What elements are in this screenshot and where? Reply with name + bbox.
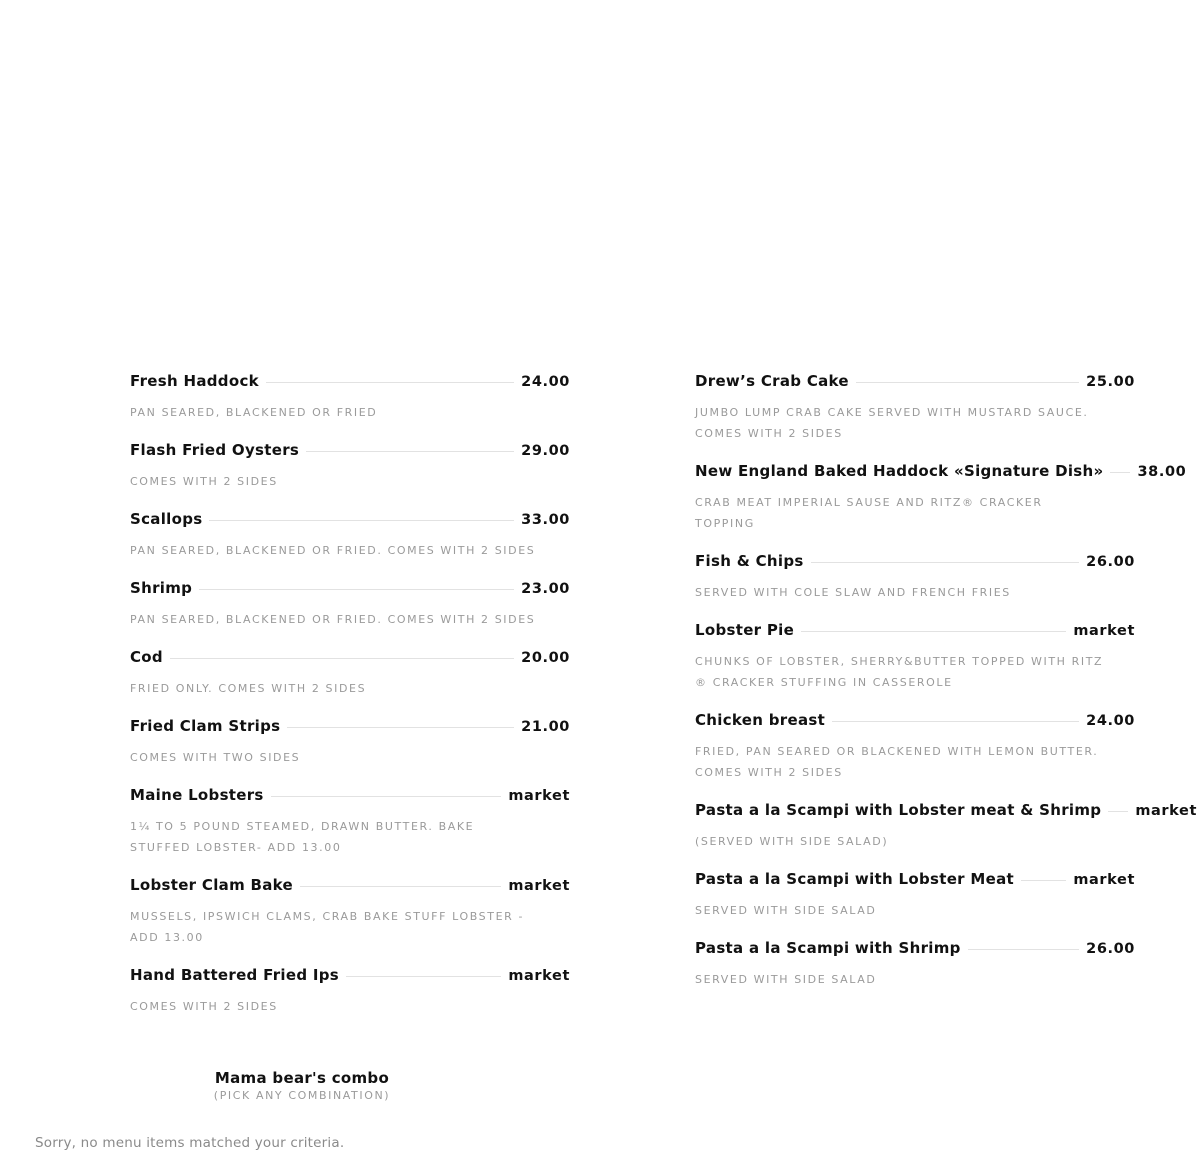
dotted-leader xyxy=(306,451,514,452)
menu-item-name: Pasta a la Scampi with Lobster Meat xyxy=(695,870,1014,888)
menu-item-description: CRAB MEAT IMPERIAL SAUSE AND RITZ® CRACKER TOPPING xyxy=(695,496,1043,530)
menu-item xyxy=(130,786,570,858)
menu-item-price: market xyxy=(1135,803,1197,819)
menu-item-name: Maine Lobsters xyxy=(130,786,264,804)
menu-item-description: COMES WITH 2 SIDES xyxy=(130,1000,278,1013)
menu-item xyxy=(695,801,1197,852)
menu-item-description: COMES WITH TWO SIDES xyxy=(130,751,301,764)
menu-item xyxy=(130,966,570,1017)
combo-subtitle: (PICK ANY COMBINATION) xyxy=(213,1089,391,1102)
menu-item-price: 21.00 xyxy=(521,719,570,735)
menu-item xyxy=(130,441,570,492)
menu-item-header xyxy=(130,717,570,739)
menu-item-header xyxy=(695,801,1197,823)
menu-item-name: Fish & Chips xyxy=(695,552,804,570)
menu-item xyxy=(130,717,570,768)
menu-item-header xyxy=(130,648,570,670)
menu-item-description: SERVED WITH COLE SLAW AND FRENCH FRIES xyxy=(695,586,1011,599)
menu-item-name: Fresh Haddock xyxy=(130,372,259,390)
menu-item-description: FRIED ONLY. COMES WITH 2 SIDES xyxy=(130,682,367,695)
dotted-leader xyxy=(1110,472,1130,473)
menu-column-left xyxy=(130,372,570,1035)
dotted-leader xyxy=(199,589,514,590)
menu-item-description: COMES WITH 2 SIDES xyxy=(130,475,278,488)
menu-item xyxy=(130,372,570,423)
menu-item-description: PAN SEARED, BLACKENED OR FRIED. COMES WITH 2 SIDES xyxy=(130,613,536,626)
menu-item-header xyxy=(130,372,570,394)
menu-item-name: Drew’s Crab Cake xyxy=(695,372,849,390)
menu-item-header xyxy=(695,621,1135,643)
menu-item-name: Lobster Pie xyxy=(695,621,795,639)
menu-item-price: 24.00 xyxy=(1086,713,1135,729)
menu-item xyxy=(130,510,570,561)
menu-item-price: 23.00 xyxy=(521,581,570,597)
dotted-leader xyxy=(801,631,1066,632)
menu-item xyxy=(130,648,570,699)
dotted-leader xyxy=(209,520,514,521)
dotted-leader xyxy=(170,658,514,659)
menu-item-header xyxy=(130,966,570,988)
dotted-leader xyxy=(856,382,1079,383)
menu-item-name: Lobster Clam Bake xyxy=(130,876,294,894)
menu-item-price: 20.00 xyxy=(521,650,570,666)
menu-item-header xyxy=(695,552,1135,574)
menu-item-header xyxy=(130,876,570,898)
menu-item-price: market xyxy=(1073,872,1135,888)
menu-item-price: market xyxy=(508,788,570,804)
menu-item-header xyxy=(130,510,570,532)
menu-item-header xyxy=(130,786,570,808)
menu-item-description: SERVED WITH SIDE SALAD xyxy=(695,904,877,917)
menu-item-price: 26.00 xyxy=(1086,554,1135,570)
menu-item-description: CHUNKS OF LOBSTER, SHERRY&BUTTER TOPPED WITH RITZ ® CRACKER STUFFING IN CASSEROLE xyxy=(695,655,1104,689)
menu-item-header xyxy=(695,711,1135,733)
menu-item-description: JUMBO LUMP CRAB CAKE SERVED WITH MUSTARD SAUCE. COMES WITH 2 SIDES xyxy=(695,406,1089,440)
menu-item-price: 33.00 xyxy=(521,512,570,528)
menu-item xyxy=(695,870,1135,921)
dotted-leader xyxy=(811,562,1080,563)
menu-item-description: PAN SEARED, BLACKENED OR FRIED xyxy=(130,406,378,419)
menu-item xyxy=(695,372,1135,444)
menu-item-price: market xyxy=(508,968,570,984)
menu-item-name: Cod xyxy=(130,648,163,666)
menu-item-price: market xyxy=(508,878,570,894)
menu-item-name: New England Baked Haddock «Signature Dish» xyxy=(695,462,1104,480)
menu-item-description: FRIED, PAN SEARED OR BLACKENED WITH LEMON BUTTER. COMES WITH 2 SIDES xyxy=(695,745,1099,779)
dotted-leader xyxy=(1021,880,1066,881)
dotted-leader xyxy=(968,949,1079,950)
menu-item xyxy=(695,939,1135,990)
menu-item-price: 24.00 xyxy=(521,374,570,390)
menu-item-header xyxy=(695,462,1187,484)
menu-item xyxy=(130,876,570,948)
dotted-leader xyxy=(1108,811,1128,812)
menu-item-header xyxy=(695,372,1135,394)
menu-column-right xyxy=(695,372,1197,1008)
menu-item-description: PAN SEARED, BLACKENED OR FRIED. COMES WITH 2 SIDES xyxy=(130,544,536,557)
dotted-leader xyxy=(287,727,514,728)
menu-item-price: 29.00 xyxy=(521,443,570,459)
menu-item xyxy=(695,552,1135,603)
menu-item-header xyxy=(130,441,570,463)
menu-item-price: market xyxy=(1073,623,1135,639)
menu-item-description: (SERVED WITH SIDE SALAD) xyxy=(695,835,889,848)
no-results-message: Sorry, no menu items matched your criteria. xyxy=(35,1135,345,1151)
menu-item-name: Pasta a la Scampi with Shrimp xyxy=(695,939,961,957)
menu-item-price: 26.00 xyxy=(1086,941,1135,957)
menu-item-name: Fried Clam Strips xyxy=(130,717,281,735)
dotted-leader xyxy=(300,886,501,887)
menu-item-description: SERVED WITH SIDE SALAD xyxy=(695,973,877,986)
dotted-leader xyxy=(346,976,501,977)
menu-item-name: Flash Fried Oysters xyxy=(130,441,300,459)
menu-item-price: 38.00 xyxy=(1137,464,1187,480)
dotted-leader xyxy=(266,382,514,383)
menu-item-header xyxy=(695,870,1135,892)
menu-item-description: MUSSELS, IPSWICH CLAMS, CRAB BAKE STUFF LOBSTER - ADD 13.00 xyxy=(130,910,525,944)
menu-item xyxy=(130,579,570,630)
menu-item-name: Pasta a la Scampi with Lobster meat & Shrimp xyxy=(695,801,1102,819)
menu-item xyxy=(695,462,1187,534)
menu-item-header xyxy=(695,939,1135,961)
combo-title: Mama bear's combo xyxy=(214,1069,390,1087)
menu-item-header xyxy=(130,579,570,601)
menu-item-name: Scallops xyxy=(130,510,203,528)
menu-item-name: Chicken breast xyxy=(695,711,826,729)
menu-item-description: 1¼ TO 5 POUND STEAMED, DRAWN BUTTER. BAKE STUFFED LOBSTER- ADD 13.00 xyxy=(130,820,475,854)
menu-item-name: Hand Battered Fried Ips xyxy=(130,966,340,984)
menu-item xyxy=(695,711,1135,783)
dotted-leader xyxy=(271,796,502,797)
menu-item-price: 25.00 xyxy=(1086,374,1135,390)
dotted-leader xyxy=(832,721,1079,722)
menu-item-name: Shrimp xyxy=(130,579,193,597)
menu-item xyxy=(695,621,1135,693)
combo-section xyxy=(130,1069,474,1102)
